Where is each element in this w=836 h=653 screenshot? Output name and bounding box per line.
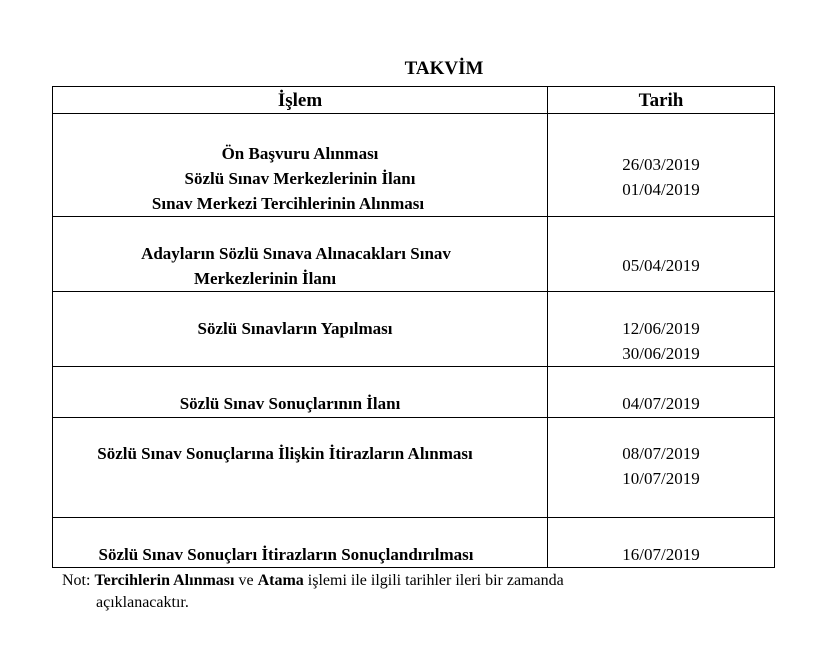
note-bold-term-1: Tercihlerin Alınması bbox=[94, 572, 235, 589]
calendar-table bbox=[52, 86, 775, 568]
date-value: 16/07/2019 bbox=[622, 545, 700, 564]
note-continuation: açıklanacaktır. bbox=[96, 594, 189, 611]
table-row bbox=[53, 292, 775, 367]
operation-line: Sözlü Sınav Sonuçları İtirazların Sonuçlandırılması bbox=[98, 545, 474, 564]
operation-cell bbox=[53, 292, 548, 367]
note-bold-term-2: Atama bbox=[257, 572, 304, 589]
header-operation: İşlem bbox=[53, 87, 548, 114]
table-row bbox=[53, 367, 775, 418]
operation-cell bbox=[53, 518, 548, 568]
page-title: TAKVİM bbox=[404, 58, 484, 79]
operation-line: Sözlü Sınav Sonuçlarına İlişkin İtirazların Alınması bbox=[97, 444, 473, 463]
date-cell bbox=[548, 114, 775, 217]
operation-cell bbox=[53, 367, 548, 418]
date-value: 04/07/2019 bbox=[622, 394, 700, 413]
date-value: 08/07/2019 bbox=[622, 444, 700, 463]
operation-line: Adayların Sözlü Sınava Alınacakları Sınav bbox=[141, 244, 451, 263]
date-value: 12/06/2019 bbox=[622, 319, 700, 338]
date-value: 26/03/2019 bbox=[622, 155, 700, 174]
operation-cell bbox=[53, 114, 548, 217]
table-row bbox=[53, 114, 775, 217]
date-value: 30/06/2019 bbox=[622, 344, 700, 363]
operation-cell bbox=[53, 217, 548, 292]
date-cell bbox=[548, 518, 775, 568]
operation-cell bbox=[53, 418, 548, 518]
table-row bbox=[53, 217, 775, 292]
table-header-row bbox=[53, 87, 775, 114]
note-connector: ve bbox=[238, 572, 254, 589]
date-value: 05/04/2019 bbox=[622, 256, 700, 275]
note-prefix: Not: bbox=[62, 572, 91, 589]
operation-line: Sözlü Sınav Merkezlerinin İlanı bbox=[184, 169, 416, 188]
operation-line: Sınav Merkezi Tercihlerinin Alınması bbox=[151, 194, 425, 213]
operation-line: Merkezlerinin İlanı bbox=[193, 269, 337, 288]
operation-line: Sözlü Sınavların Yapılması bbox=[197, 319, 393, 338]
note-text: işlemi ile ilgili tarihler ileri bir zamanda bbox=[307, 572, 564, 589]
operation-line: Sözlü Sınav Sonuçlarının İlanı bbox=[179, 394, 401, 413]
date-cell bbox=[548, 418, 775, 518]
date-value: 01/04/2019 bbox=[622, 180, 700, 199]
date-cell bbox=[548, 367, 775, 418]
date-cell bbox=[548, 217, 775, 292]
date-value: 10/07/2019 bbox=[622, 469, 700, 488]
footnote bbox=[62, 570, 564, 614]
operation-line: Ön Başvuru Alınması bbox=[221, 144, 379, 163]
table-row bbox=[53, 518, 775, 568]
date-cell bbox=[548, 292, 775, 367]
table-row bbox=[53, 418, 775, 518]
header-date: Tarih bbox=[548, 87, 775, 114]
